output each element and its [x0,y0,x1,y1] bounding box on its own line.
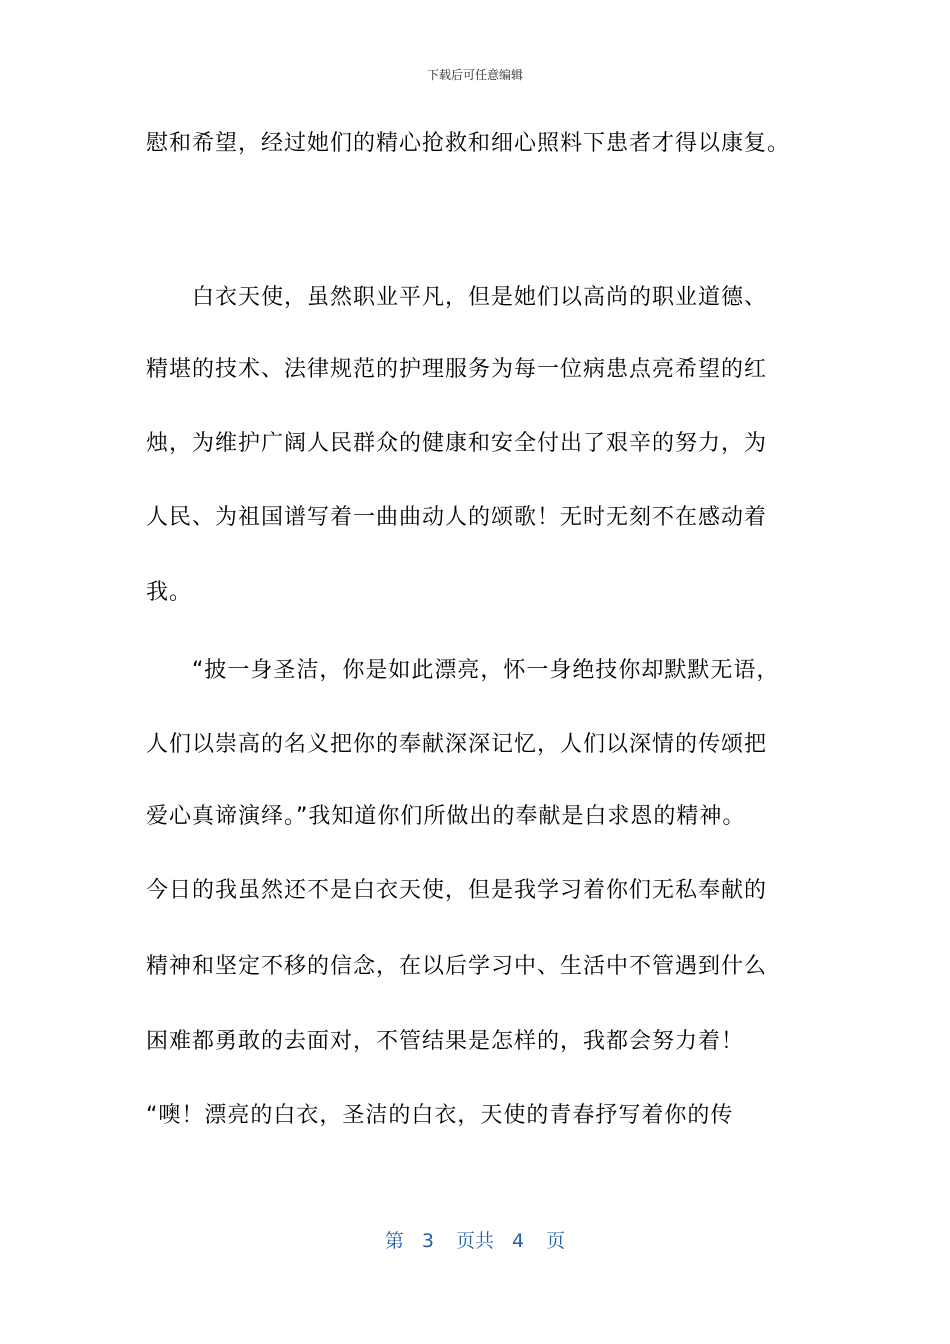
body-line: 人们以崇高的名义把你的奉献深深记忆，人们以深情的传颂把 [146,732,768,757]
body-line: 精神和坚定不移的信念，在以后学习中、生活中不管遇到什么 [146,954,768,979]
page-footer [0,1226,950,1253]
total-pages-number: 4 [512,1230,525,1252]
body-line: 慰和希望，经过她们的精心抢救和细心照料下患者才得以康复。 [146,131,791,156]
body-line: 白衣天使，虽然职业平凡，但是她们以高尚的职业道德、 [146,285,768,310]
footer-middle: 页共 [455,1230,494,1252]
body-line: 烛，为维护广阔人民群众的健康和安全付出了艰辛的努力，为 [146,431,768,456]
body-line: 精堪的技术、法律规范的护理服务为每一位病患点亮希望的红 [146,357,768,382]
body-line: 困难都勇敢的去面对，不管结果是怎样的，我都会努力着！ [146,1029,745,1054]
body-line: 今日的我虽然还不是白衣天使，但是我学习着你们无私奉献的 [146,878,768,903]
header-note: 下载后可任意编辑 [426,68,523,82]
body-line: “噢！漂亮的白衣，圣洁的白衣，天使的青春抒写着你的传 [146,1103,734,1128]
footer-suffix: 页 [546,1230,566,1252]
body-line: 我。 [146,580,193,605]
body-line: 爱心真谛演绎。”我知道你们所做出的奉献是白求恩的精神。 [146,804,746,829]
footer-prefix: 第 [384,1230,404,1252]
current-page-number: 3 [421,1230,434,1252]
body-line: “披一身圣洁，你是如此漂亮，怀一身绝技你却默默无语， [146,658,780,683]
body-line: 人民、为祖国谱写着一曲曲动人的颂歌！无时无刻不在感动着 [146,505,768,530]
